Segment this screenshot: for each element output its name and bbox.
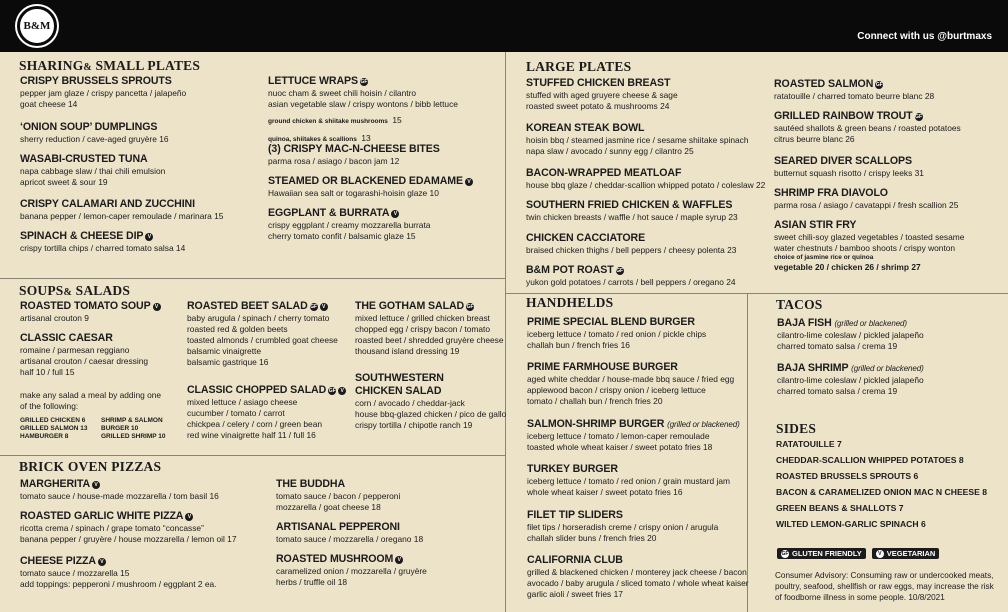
vegetarian-icon: V — [185, 513, 193, 521]
menu-item[interactable]: SHRIMP FRA DIAVOLO parma rosa / asiago / cavatappi / fresh scallion 25 — [774, 187, 959, 210]
menu-item[interactable]: MARGHERITA V tomato sauce / house-made mozzarella / tom basil 16 — [20, 478, 219, 501]
side-item[interactable]: RATATOUILLE 7 — [776, 439, 842, 449]
menu-item[interactable]: GRILLED RAINBOW TROUT GF sautéed shallots & green beans / roasted potatoes citrus beurre blanc 26 — [774, 110, 961, 144]
vegetarian-icon: V — [320, 303, 328, 311]
side-item[interactable]: WILTED LEMON-GARLIC SPINACH 6 — [776, 519, 926, 529]
menu-item[interactable]: ROASTED BEET SALAD GF V baby arugula / spinach / cherry tomato roasted red & golden beets toasted almonds / crumbled goat cheese balsamic vinaigrette balsamic gastrique 16 — [187, 300, 338, 367]
gluten-friendly-icon: GF — [875, 82, 883, 88]
top-bar — [0, 0, 1008, 52]
menu-item[interactable]: ROASTED MUSHROOM V caramelized onion / mozzarella / gruyère herbs / truffle oil 18 — [276, 553, 427, 587]
section-tacos: TACOS — [776, 297, 823, 312]
menu-item[interactable]: ROASTED GARLIC WHITE PIZZA V ricotta crema / spinach / grape tomato “concasse” banana pepper / gruyère / house mozzarella / lemon oil 17 — [20, 510, 237, 544]
gluten-friendly-icon: GF — [915, 114, 922, 120]
section-sharing-small-plates: SHARING& SMALL PLATES — [19, 58, 201, 73]
vegetarian-icon: V — [876, 550, 884, 558]
vegetarian-icon: V — [395, 556, 403, 564]
menu-item[interactable]: CLASSIC CHOPPED SALAD GF V mixed lettuce / asiago cheese cucumber / tomato / carrot chickpea / celery / corn / green bean red wine vinaigrette half 11 / full 16 — [187, 384, 346, 441]
divider-large-handhelds — [505, 293, 1008, 294]
menu-item[interactable]: CALIFORNIA CLUB grilled & blackened chicken / monterey jack cheese / bacon avocado / baby arugula / sliced tomato / whole wheat kaiser garlic aioli / sweet fries 17 — [527, 554, 749, 599]
divider-soups-pizzas — [0, 455, 505, 456]
menu-item[interactable]: SPINACH & CHEESE DIP V crispy tortilla chips / charred tomato salsa 14 — [20, 230, 186, 253]
vegetarian-icon: V — [391, 210, 399, 218]
logo-text: B&M — [23, 20, 51, 32]
vegetarian-icon: V — [153, 303, 161, 311]
menu-item[interactable]: LETTUCE WRAPS GF nuoc cham & sweet chili hoisin / cilantro asian vegetable slaw / crispy wontons / bibb lettuce ground chicken & shiitake mushrooms 15 quinoa, shiitakes & scallions 13 — [268, 75, 458, 143]
section-handhelds: HANDHELDS — [526, 295, 614, 310]
dietary-legend — [777, 548, 939, 559]
menu-item[interactable]: SEARED DIVER SCALLOPS butternut squash risotto / crispy leeks 31 — [774, 155, 924, 178]
menu-item[interactable]: ROASTED SALMON GF ratatouille / charred tomato beurre blanc 28 — [774, 78, 935, 101]
menu-item[interactable]: SALMON-SHRIMP BURGER (grilled or blackened) iceberg lettuce / tomato / lemon-caper remoulade toasted whole wheat kaiser / sweet potato fries 18 — [527, 418, 740, 452]
social-connect-text[interactable]: Connect with us @burtmaxs — [857, 31, 992, 42]
divider-sharing-soups — [0, 278, 505, 279]
menu-item[interactable]: ‘ONION SOUP’ DUMPLINGS sherry reduction / cave-aged gruyère 16 — [20, 121, 169, 144]
side-item[interactable]: BACON & CARAMELIZED ONION MAC N CHEESE 8 — [776, 487, 988, 497]
menu-item[interactable]: ROASTED TOMATO SOUP V artisanal crouton 9 — [20, 300, 161, 324]
menu-item[interactable]: CHEESE PIZZA V tomato sauce / mozzarella 15 add toppings: pepperoni / mushroom / eggplant 2 ea. — [20, 555, 217, 589]
menu-item[interactable]: B&M POT ROAST GF yukon gold potatoes / carrots / bell peppers / oregano 24 — [526, 264, 736, 287]
side-item[interactable]: CHEDDAR-SCALLION WHIPPED POTATOES 8 — [776, 455, 964, 465]
menu-item[interactable]: THE BUDDHA tomato sauce / bacon / pepperoni mozzarella / goat cheese 18 — [276, 478, 401, 512]
menu-item[interactable]: STUFFED CHICKEN BREAST stuffed with aged gruyere cheese & sage roasted sweet potato & mushrooms 24 — [526, 77, 678, 111]
vegetarian-icon: V — [338, 387, 346, 395]
gluten-friendly-icon: GF — [360, 79, 368, 85]
menu-item[interactable]: TURKEY BURGER iceberg lettuce / tomato / red onion / grain mustard jam whole wheat kaiser / sweet potato fries 16 — [527, 463, 730, 497]
gluten-friendly-icon: GF — [616, 268, 623, 274]
gluten-friendly-icon: GF — [328, 388, 336, 394]
consumer-advisory: Consumer Advisory: Consuming raw or undercooked meats, poultry, seafood, shellfish or raw eggs, may increase the risk of foodborne illness in some people. 10/8/2021 — [775, 571, 994, 602]
side-item[interactable]: GREEN BEANS & SHALLOTS 7 — [776, 503, 904, 513]
menu-item[interactable]: KOREAN STEAK BOWL hoisin bbq / steamed jasmine rice / sesame shiitake spinach napa slaw / avocado / sunny egg / cilantro 25 — [526, 122, 749, 156]
menu-item[interactable]: SOUTHWESTERN CHICKEN SALAD corn / avocado / cheddar-jack house bbq-glazed chicken / pico de gallo crispy tortilla / chipotle ranch 19 — [355, 372, 507, 430]
side-item[interactable]: ROASTED BRUSSELS SPROUTS 6 — [776, 471, 919, 481]
vegetarian-icon: V — [92, 481, 100, 489]
menu-item[interactable]: CRISPY BRUSSELS SPROUTS pepper jam glaze / crispy pancetta / jalapeño goat cheese 14 — [20, 75, 187, 109]
section-soups-salads: SOUPS& SALADS — [19, 283, 131, 298]
menu-item[interactable]: STEAMED OR BLACKENED EDAMAME V Hawaiian sea salt or togarashi-hoisin glaze 10 — [268, 175, 473, 199]
menu-item[interactable]: CRISPY CALAMARI AND ZUCCHINI banana pepper / lemon-caper remoulade / marinara 15 — [20, 198, 224, 221]
menu-item[interactable]: EGGPLANT & BURRATA V crispy eggplant / creamy mozzarella burrata cherry tomato confit / balsamic glaze 15 — [268, 207, 431, 241]
menu-item[interactable]: CLASSIC CAESAR romaine / parmesan reggiano artisanal crouton / caesar dressing half 10 / full 15 — [20, 332, 149, 377]
menu-item[interactable]: FILET TIP SLIDERS filet tips / horseradish creme / crispy onion / arugula challah slider buns / french fries 20 — [527, 509, 719, 543]
salad-addon-info: make any salad a meal by adding one of the following: — [20, 390, 162, 411]
menu-item[interactable]: ARTISANAL PEPPERONI tomato sauce / mozzarella / oregano 18 — [276, 521, 424, 544]
menu-item[interactable]: (3) CRISPY MAC-N-CHEESE BITES parma rosa / asiago / bacon jam 12 — [268, 143, 440, 166]
menu-item[interactable]: SOUTHERN FRIED CHICKEN & WAFFLES twin chicken breasts / waffle / hot sauce / maple syrup 23 — [526, 199, 738, 222]
vegetarian-icon: V — [98, 558, 106, 566]
gluten-friendly-legend: GF GLUTEN FRIENDLY — [777, 548, 866, 559]
vegetarian-icon: V — [145, 233, 153, 241]
gluten-friendly-icon: GF — [466, 304, 474, 310]
menu-item[interactable]: THE GOTHAM SALAD GF mixed lettuce / grilled chicken breast chopped egg / crispy bacon / tomato roasted beet / shredded gruyère cheese thousand island dressing 19 — [355, 300, 504, 356]
menu-item[interactable]: ASIAN STIR FRY sweet chili-soy glazed vegetables / toasted sesame water chestnuts / bamboo shoots / crispy wonton choice of jasmine rice or quinoa vegetable 20 / chicken 26 / shrimp 27 — [774, 219, 965, 272]
gluten-friendly-icon: GF — [310, 304, 317, 310]
burt-max-logo[interactable] — [17, 6, 57, 46]
salad-addon-grid: GRILLED CHICKEN 6 SHRIMP & SALMON GRILLED SALMON 13 BURGER 10 HAMBURGER 8 GRILLED SHRIMP 10 — [20, 417, 166, 440]
section-sides: SIDES — [776, 421, 817, 436]
center-divider — [505, 52, 506, 612]
menu-item[interactable]: CHICKEN CACCIATORE braised chicken thighs / bell peppers / cheesy polenta 23 — [526, 232, 737, 255]
vegetarian-legend: V VEGETARIAN — [872, 548, 940, 559]
vegetarian-icon: V — [465, 178, 473, 186]
section-large-plates: LARGE PLATES — [526, 59, 632, 74]
menu-item[interactable]: WASABI-CRUSTED TUNA napa cabbage slaw / thai chili emulsion apricot sweet & sour 19 — [20, 153, 166, 187]
menu-item[interactable]: PRIME FARMHOUSE BURGER aged white cheddar / house-made bbq sauce / fried egg applewood bacon / crispy onion / iceberg lettuce tomato / challah bun / french fries 20 — [527, 361, 735, 406]
gluten-friendly-icon: GF — [781, 550, 789, 557]
menu-item[interactable]: BAJA SHRIMP (grilled or blackened) cilantro-lime coleslaw / pickled jalapeño charred tomato salsa / crema 19 — [777, 362, 924, 396]
section-brick-oven-pizzas: BRICK OVEN PIZZAS — [19, 459, 162, 474]
menu-item[interactable]: PRIME SPECIAL BLEND BURGER iceberg lettuce / tomato / red onion / pickle chips challah bun / french fries 16 — [527, 316, 707, 350]
menu-item[interactable]: BACON-WRAPPED MEATLOAF house bbq glaze / cheddar-scallion whipped potato / coleslaw 22 — [526, 167, 766, 190]
menu-item[interactable]: BAJA FISH (grilled or blackened) cilantro-lime coleslaw / pickled jalapeño charred tomato salsa / crema 19 — [777, 317, 924, 351]
